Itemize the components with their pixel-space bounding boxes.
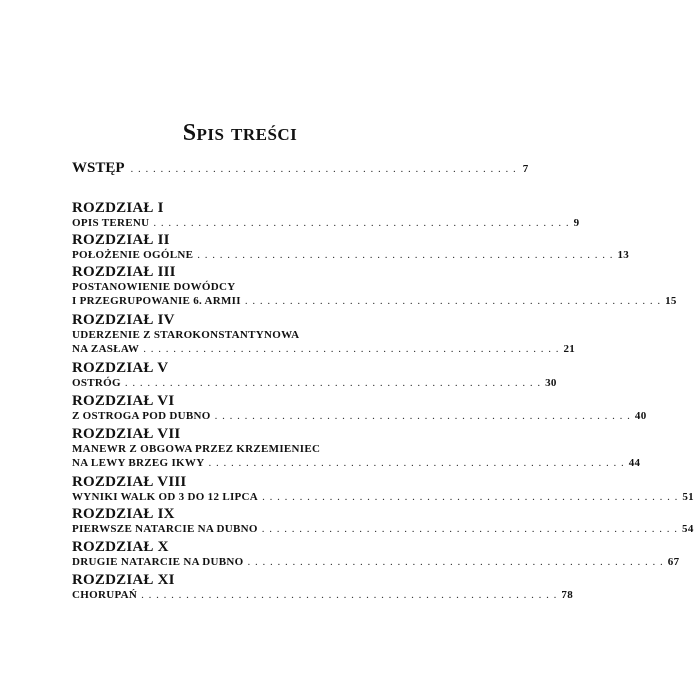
chapter-title-line: PIERWSZE NATARCIE NA DUBNO xyxy=(72,523,258,535)
toc-chapter-entry[interactable] xyxy=(72,312,576,356)
chapter-title-line: NA ZASŁAW xyxy=(72,343,140,355)
chapter-heading: ROZDZIAŁ IX xyxy=(72,506,175,522)
toc-chapter-entry[interactable] xyxy=(72,539,680,569)
toc-chapter-entry[interactable] xyxy=(72,506,694,536)
toc-chapter-entry[interactable] xyxy=(72,200,580,230)
chapter-title-line: POŁOŻENIE OGÓLNE xyxy=(72,249,194,261)
page-number: 44 xyxy=(628,457,641,469)
page-number: 78 xyxy=(561,589,573,601)
chapter-title-line: POSTANOWIENIE DOWÓDCY xyxy=(72,281,236,293)
toc-chapter-entry[interactable] xyxy=(72,572,573,602)
page-title: Spis treści xyxy=(182,120,298,146)
page-number: 40 xyxy=(634,410,647,422)
dot-leader: . . . . . . . . . . . . . . . . . . . . . . . . . . . . . . . . . . . . . . . . . . . . . . . . . . . . . . . . xyxy=(262,491,679,503)
chapter-title-line: I PRZEGRUPOWANIE 6. ARMII xyxy=(72,295,241,307)
toc-chapter-entry[interactable] xyxy=(72,232,630,262)
chapter-heading: ROZDZIAŁ VIII xyxy=(72,474,187,490)
chapter-heading: ROZDZIAŁ VII xyxy=(72,426,181,442)
chapter-heading: ROZDZIAŁ I xyxy=(72,200,164,216)
chapter-heading: ROZDZIAŁ X xyxy=(72,539,169,555)
chapter-heading: ROZDZIAŁ VI xyxy=(72,393,175,409)
chapter-heading: ROZDZIAŁ IV xyxy=(72,312,175,328)
toc-chapter-entry[interactable] xyxy=(72,393,647,423)
dot-leader: . . . . . . . . . . . . . . . . . . . . . . . . . . . . . . . . . . . . . . . . . . . . . . . . . . . . . . . . xyxy=(143,343,560,355)
dot-leader: . . . . . . . . . . . . . . . . . . . . . . . . . . . . . . . . . . . . . . . . . . . . . . . . . . . . . . . . xyxy=(197,249,614,261)
chapter-title-line: NA LEWY BRZEG IKWY xyxy=(72,457,205,469)
page-number: 67 xyxy=(667,556,680,568)
dot-leader: . . . . . . . . . . . . . . . . . . . . . . . . . . . . . . . . . . . . . . . . . . . . . . . . . . . . . . . . xyxy=(124,377,542,389)
page-number: 51 xyxy=(682,491,694,503)
dot-leader: . . . . . . . . . . . . . . . . . . . . . . . . . . . . . . . . . . . . . . . . . . . . . . . . . . . . . . . . xyxy=(214,410,631,422)
dot-leader: . . . . . . . . . . . . . . . . . . . . . . . . . . . . . . . . . . . . . . . . . . . . . . . . . . . . xyxy=(130,163,517,175)
chapter-heading: ROZDZIAŁ III xyxy=(72,264,176,280)
toc-chapter-entry[interactable] xyxy=(72,360,557,390)
toc-intro-entry[interactable] xyxy=(72,160,529,177)
chapter-title-line: WYNIKI WALK OD 3 DO 12 LIPCA xyxy=(72,491,259,503)
page-number: 7 xyxy=(522,163,529,175)
dot-leader: . . . . . . . . . . . . . . . . . . . . . . . . . . . . . . . . . . . . . . . . . . . . . . . . . . . . . . . . xyxy=(244,295,662,307)
toc-chapter-entry[interactable] xyxy=(72,426,641,470)
dot-leader: . . . . . . . . . . . . . . . . . . . . . . . . . . . . . . . . . . . . . . . . . . . . . . . . . . . . . . . . xyxy=(247,556,664,568)
page-number: 30 xyxy=(545,377,557,389)
dot-leader: . . . . . . . . . . . . . . . . . . . . . . . . . . . . . . . . . . . . . . . . . . . . . . . . . . . . . . . . xyxy=(208,457,625,469)
dot-leader: . . . . . . . . . . . . . . . . . . . . . . . . . . . . . . . . . . . . . . . . . . . . . . . . . . . . . . . . xyxy=(153,217,570,229)
toc-chapter-entry[interactable] xyxy=(72,474,694,504)
dot-leader: . . . . . . . . . . . . . . . . . . . . . . . . . . . . . . . . . . . . . . . . . . . . . . . . . . . . . . . . xyxy=(261,523,679,535)
page-number: 13 xyxy=(617,249,630,261)
toc-chapter-entry[interactable] xyxy=(72,264,677,308)
page-number: 15 xyxy=(665,295,677,307)
chapter-title-line: DRUGIE NATARCIE NA DUBNO xyxy=(72,556,244,568)
page-number: 9 xyxy=(573,217,580,229)
chapter-title-line: Z OSTROGA POD DUBNO xyxy=(72,410,211,422)
page-number: 21 xyxy=(563,343,576,355)
chapter-title-line: UDERZENIE Z STAROKONSTANTYNOWA xyxy=(72,329,300,341)
chapter-title-line: OPIS TERENU xyxy=(72,217,150,229)
chapter-title-line: OSTRÓG xyxy=(72,377,121,389)
intro-label: WSTĘP xyxy=(72,160,125,176)
chapter-title-line: CHORUPAŃ xyxy=(72,589,138,601)
chapter-title-line: MANEWR Z OBGOWA PRZEZ KRZEMIENIEC xyxy=(72,443,321,455)
chapter-heading: ROZDZIAŁ XI xyxy=(72,572,175,588)
chapter-heading: ROZDZIAŁ II xyxy=(72,232,170,248)
chapter-heading: ROZDZIAŁ V xyxy=(72,360,169,376)
page-number: 54 xyxy=(682,523,694,535)
dot-leader: . . . . . . . . . . . . . . . . . . . . . . . . . . . . . . . . . . . . . . . . . . . . . . . . . . . . . . . . xyxy=(141,589,558,601)
